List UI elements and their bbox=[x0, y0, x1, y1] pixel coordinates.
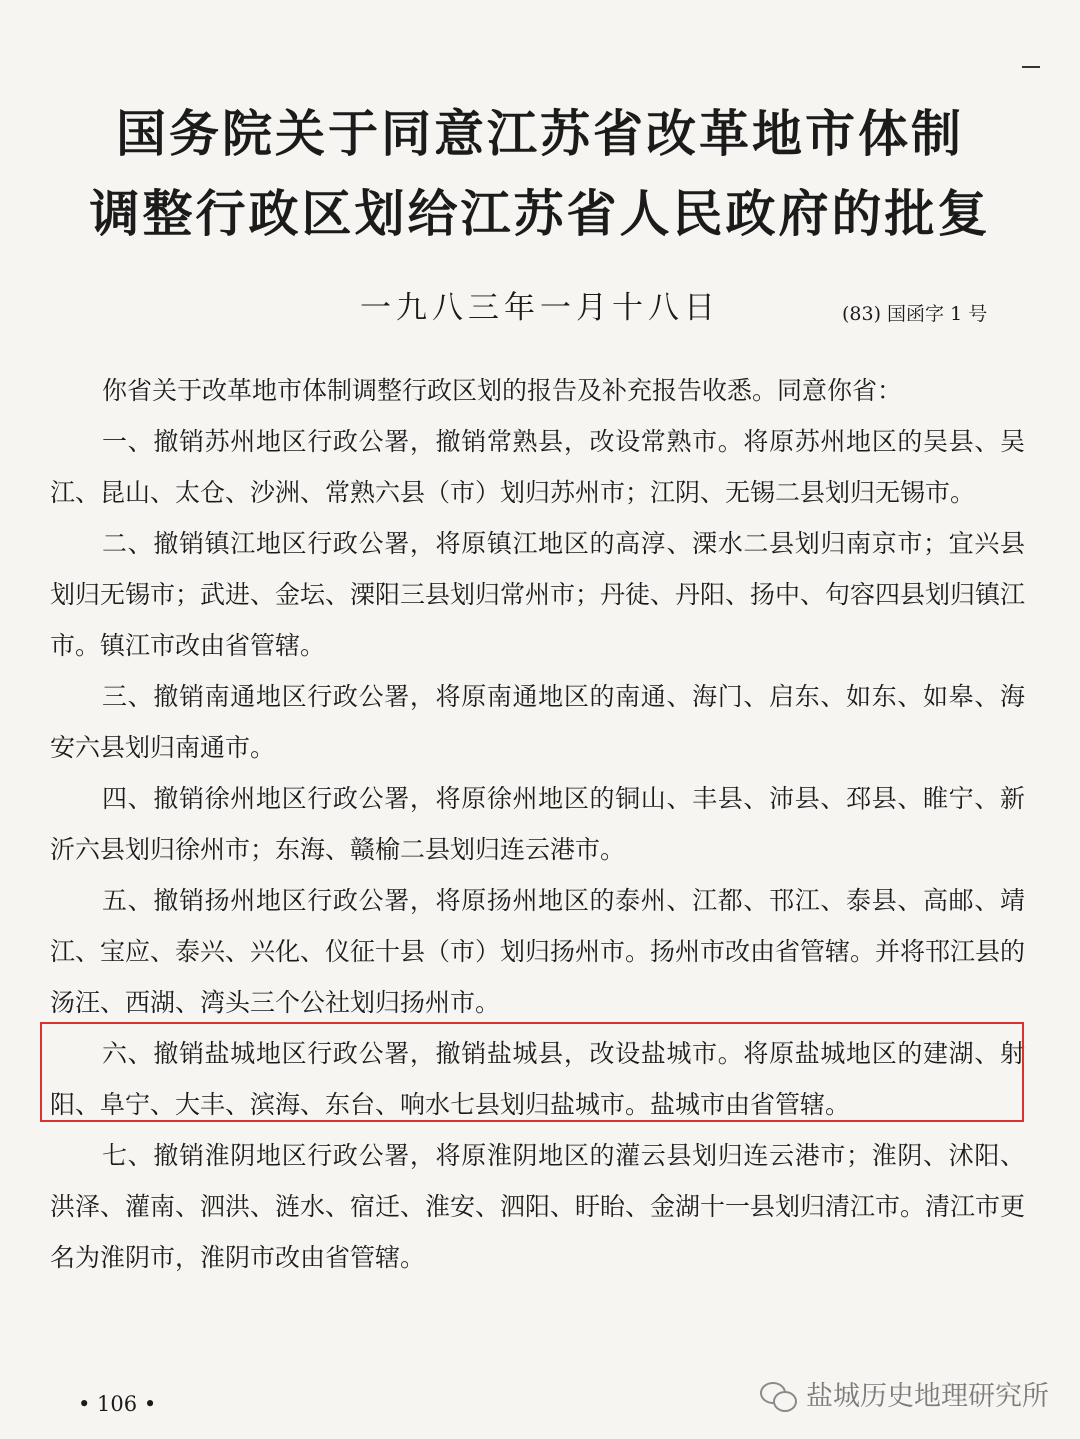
paragraph-item-1: 一、撤销苏州地区行政公署，撤销常熟县，改设常熟市。将原苏州地区的吴县、吴江、昆山、太仓、沙洲、常熟六县（市）划归苏州市；江阴、无锡二县划归无锡市。 bbox=[50, 427, 1025, 507]
document-number: (83) 国函字 1 号 bbox=[842, 303, 988, 325]
watermark bbox=[760, 1379, 1049, 1415]
document-date: 一九八三年一月十八日 bbox=[360, 290, 720, 326]
paragraph-item-5: 五、撤销扬州地区行政公署，将原扬州地区的泰州、江都、邗江、泰县、高邮、靖江、宝应、泰兴、兴化、仪征十县（市）划归扬州市。扬州市改由省管辖。并将邗江县的汤汪、西湖、湾头三个公社划归扬州市。 bbox=[50, 886, 1026, 1017]
paragraph-item-7: 七、撤销淮阴地区行政公署，将原淮阴地区的灌云县划归连云港市；淮阴、沭阳、洪泽、灌南、泗洪、涟水、宿迁、淮安、泗阳、盱眙、金湖十一县划归清江市。清江市更名为淮阴市，淮阴市改由省管辖。 bbox=[50, 1141, 1026, 1272]
document-title-line-2: 调整行政区划给江苏省人民政府的批复 bbox=[89, 184, 991, 243]
corner-mark bbox=[1022, 66, 1040, 68]
wechat-icon bbox=[760, 1380, 798, 1414]
paragraph-item-4: 四、撤销徐州地区行政公署，将原徐州地区的铜山、丰县、沛县、邳县、睢宁、新沂六县划归徐州市；东海、赣榆二县划归连云港市。 bbox=[50, 784, 1025, 864]
paragraph-intro: 你省关于改革地市体制调整行政区划的报告及补充报告收悉。同意你省： bbox=[102, 376, 903, 405]
watermark-text: 盐城历史地理研究所 bbox=[806, 1381, 1049, 1412]
document-body bbox=[50, 365, 1025, 1283]
paragraph-item-3: 三、撤销南通地区行政公署，将原南通地区的南通、海门、启东、如东、如皋、海安六县划归南通市。 bbox=[50, 682, 1025, 762]
paragraph-item-2: 二、撤销镇江地区行政公署，将原镇江地区的高淳、溧水二县划归南京市；宜兴县划归无锡市；武进、金坛、溧阳三县划归常州市；丹徒、丹阳、扬中、句容四县划归镇江市。镇江市改由省管辖。 bbox=[50, 529, 1026, 660]
document-title-line-1: 国务院关于同意江苏省改革地市体制 bbox=[116, 104, 964, 163]
paragraph-item-6: 六、撤销盐城地区行政公署，撤销盐城县，改设盐城市。将原盐城地区的建湖、射阳、阜宁、大丰、滨海、东台、响水七县划归盐城市。盐城市由省管辖。 bbox=[50, 1039, 1025, 1119]
page-number: • 106 • bbox=[78, 1392, 157, 1416]
